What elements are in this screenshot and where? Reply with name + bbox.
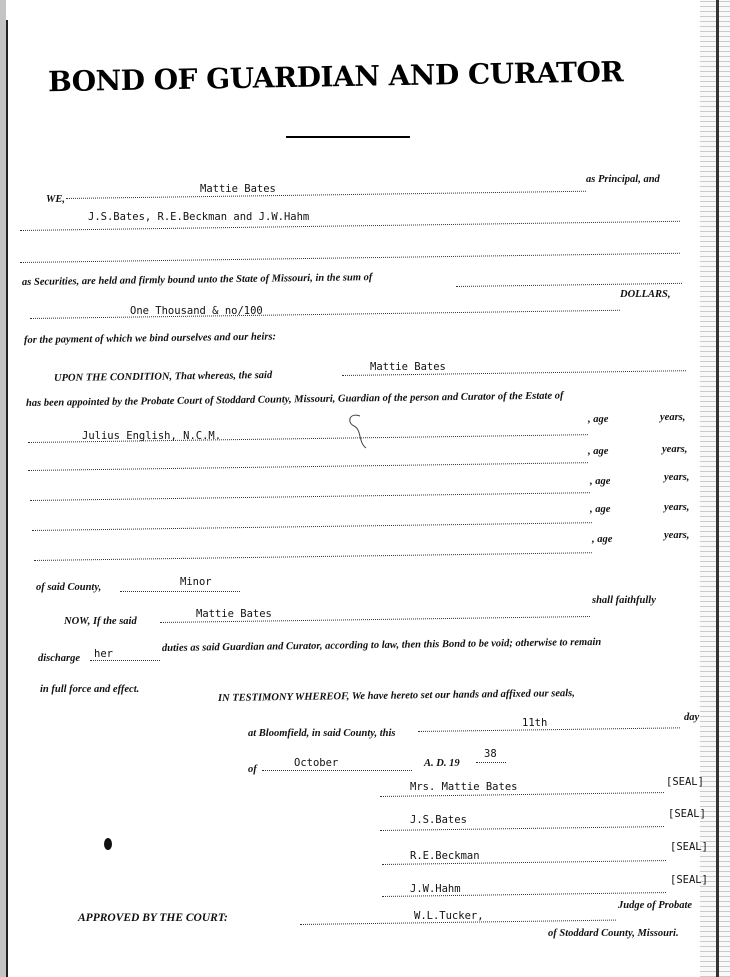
we-label: WE, [46, 194, 65, 205]
age-label-4: , age [590, 504, 611, 515]
of-label: of [248, 764, 257, 775]
years-label-2: years, [662, 444, 688, 455]
appointed-text: has been appointed by the Probate Court of Stoddard County, Missouri, Guardian of the person and Curator of the Estate of [25, 390, 564, 409]
seal-label-1: [SEAL] [666, 776, 704, 788]
bond-amount: One Thousand & no/100 [130, 305, 263, 317]
ad-label: A. D. 19 [424, 758, 460, 769]
ward-line-5 [34, 552, 592, 561]
ink-scribble [340, 408, 380, 452]
minor-value: Minor [180, 576, 212, 588]
page-border-left [6, 20, 8, 977]
judge-name: W.L.Tucker, [414, 910, 484, 922]
ward-line-2 [28, 462, 588, 471]
document-title: BOND OF GUARDIAN AND CURATOR [47, 55, 624, 99]
age-label-2: , age [588, 446, 609, 457]
age-label-5: , age [592, 534, 613, 545]
faithfully-label: shall faithfully [592, 595, 656, 606]
payment-text: for the payment of which we bind ourselves and our heirs: [23, 331, 277, 346]
discharge-label: discharge [38, 653, 80, 664]
age-label-1: , age [588, 414, 609, 425]
condition-text: That whereas, the said [174, 369, 273, 383]
seal-label-4: [SEAL] [670, 874, 708, 886]
day-value: 11th [522, 717, 548, 729]
ward-line-3 [30, 492, 590, 501]
principal-name: Mattie Bates [200, 183, 276, 195]
sureties-line-2 [20, 253, 680, 263]
seal-label-2: [SEAL] [668, 808, 706, 820]
ward-name: Julius English, N.C.M. [82, 430, 222, 442]
testimony-text: IN TESTIMONY WHEREOF, We have hereto set our hands and affixed our seals, [217, 688, 575, 704]
bloomfield-text: at Bloomfield, in said County, this [248, 728, 396, 739]
amount-line [30, 310, 620, 319]
month-value: October [294, 757, 339, 769]
signature-line-2 [380, 826, 664, 831]
approved-label: APPROVED BY THE COURT: [78, 912, 228, 924]
years-label-5: years, [664, 530, 690, 541]
guardian-name: Mattie Bates [370, 361, 446, 373]
seal-label-3: [SEAL] [670, 841, 708, 853]
condition-line [54, 370, 272, 384]
dollars-label: DOLLARS, [620, 289, 671, 300]
pronoun-value: her [94, 648, 113, 660]
years-label-1: years, [660, 412, 686, 423]
years-label-3: years, [664, 472, 690, 483]
sureties-names: J.S.Bates, R.E.Beckman and J.W.Hahm [88, 211, 310, 223]
day-line [418, 727, 680, 732]
year-line [476, 762, 506, 763]
title-rule [286, 136, 410, 138]
securities-text: as Securities, are held and firmly bound unto the State of Missouri, in the sum of [21, 272, 373, 288]
scan-edge-right [700, 0, 730, 977]
force-text: in full force and effect. [40, 684, 140, 695]
now-label: NOW, If the said [64, 616, 137, 627]
duties-text: duties as said Guardian and Curator, according to law, then this Bond to be void; otherwise to remain [161, 636, 602, 654]
principal-label: as Principal, and [586, 174, 660, 185]
minor-line [120, 591, 240, 592]
month-line [262, 770, 412, 771]
year-value: 38 [484, 748, 497, 760]
ward-line-4 [32, 522, 592, 531]
years-label-4: years, [664, 502, 690, 513]
signature-4: J.W.Hahm [410, 883, 461, 895]
principal-line [66, 191, 586, 199]
signature-3: R.E.Beckman [410, 850, 480, 862]
judge-county: of Stoddard County, Missouri. [548, 928, 679, 939]
county-label: of said County, [36, 582, 102, 593]
age-label-3: , age [590, 476, 611, 487]
day-label: day [684, 712, 700, 723]
sum-line [456, 283, 682, 287]
page-border-right [716, 0, 719, 977]
signature-1: Mrs. Mattie Bates [410, 781, 518, 793]
signature-2: J.S.Bates [410, 814, 467, 826]
ink-blot [104, 838, 112, 850]
judge-title: Judge of Probate [618, 900, 693, 911]
condition-label: UPON THE CONDITION, [53, 371, 173, 384]
pronoun-line [90, 660, 160, 661]
now-name: Mattie Bates [196, 608, 272, 620]
